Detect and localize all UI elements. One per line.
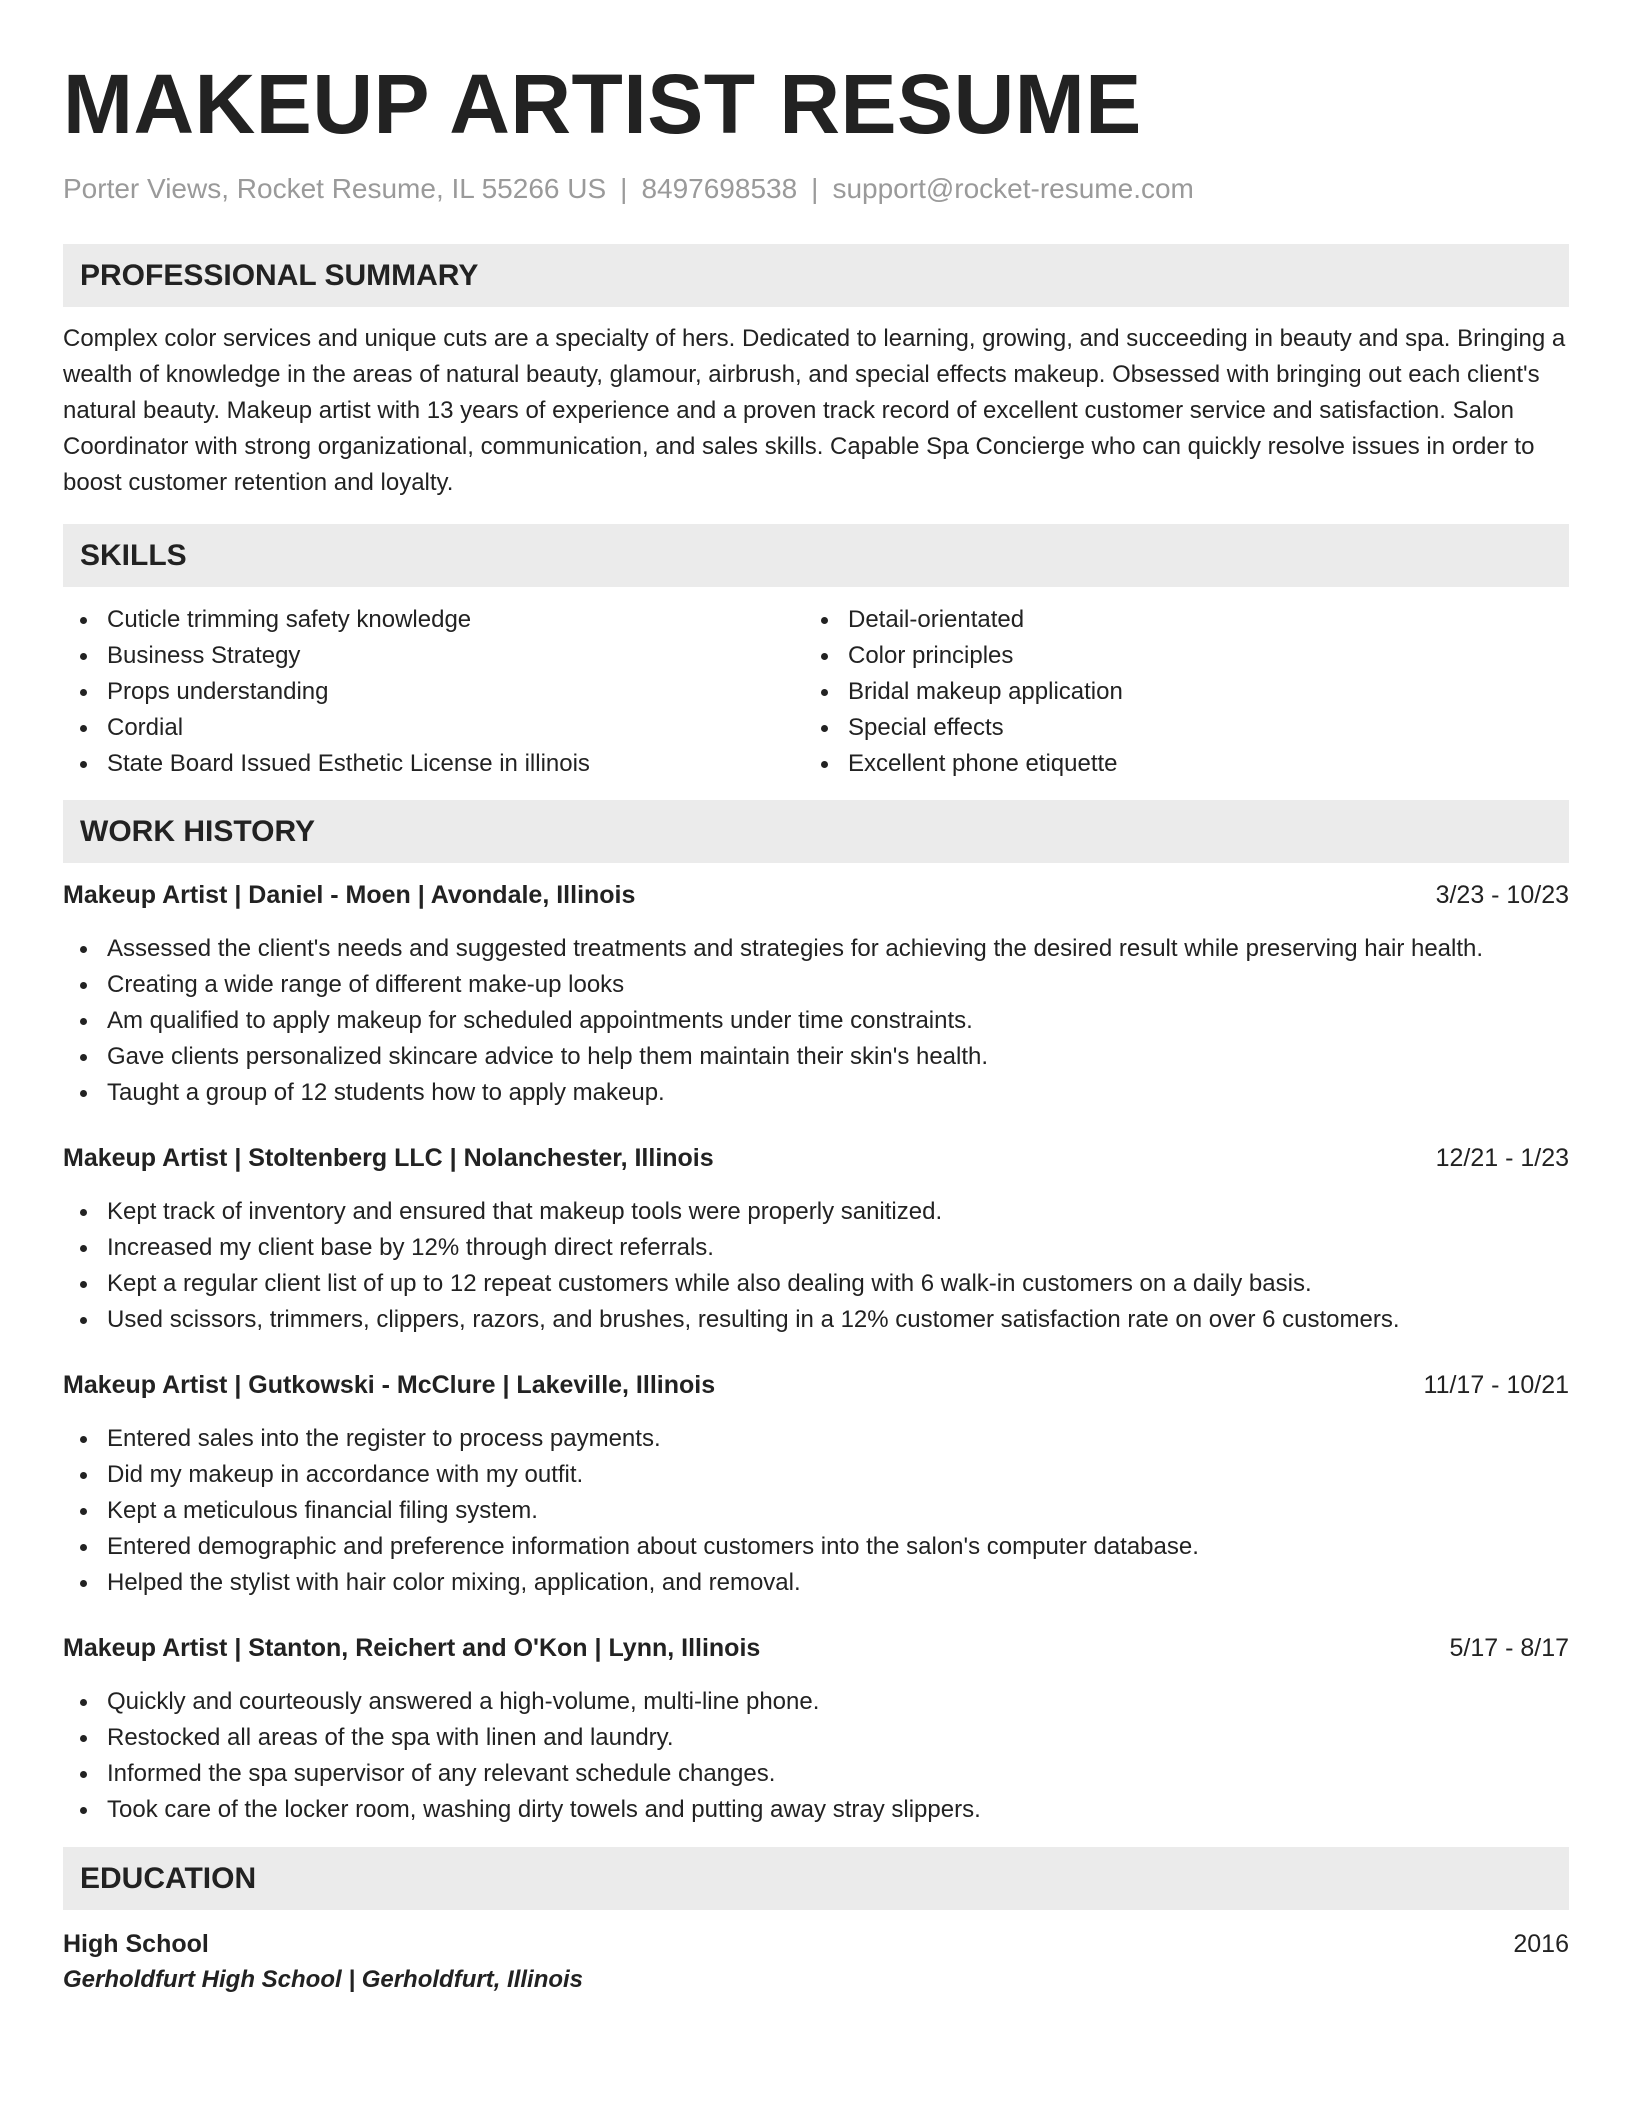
- job-bullet: Am qualified to apply makeup for scheduled appointments under time constraints.: [63, 1003, 1569, 1039]
- job-bullet: Kept track of inventory and ensured that makeup tools were properly sanitized.: [63, 1194, 1569, 1230]
- education-entry: [63, 1926, 1569, 1962]
- job-bullet: Kept a regular client list of up to 12 repeat customers while also dealing with 6 walk-in customers on a daily basis.: [63, 1266, 1569, 1302]
- job-bullets: [63, 1421, 1569, 1601]
- skills-column-right: [804, 602, 1545, 782]
- job-bullet: Creating a wide range of different make-up looks: [63, 967, 1569, 1003]
- job-bullet: Entered sales into the register to process payments.: [63, 1421, 1569, 1457]
- job-dates: 12/21 - 1/23: [1435, 1144, 1569, 1172]
- job-dates: 11/17 - 10/21: [1423, 1371, 1569, 1399]
- education-year: 2016: [1513, 1930, 1569, 1958]
- contact-separator: |: [620, 173, 628, 204]
- job-dates: 5/17 - 8/17: [1449, 1634, 1569, 1662]
- job-header: [63, 1630, 1569, 1666]
- job-dates: 3/23 - 10/23: [1435, 881, 1569, 909]
- job-entry: [63, 1630, 1569, 1828]
- job-bullet: Increased my client base by 12% through direct referrals.: [63, 1230, 1569, 1266]
- skill-item: Business Strategy: [63, 638, 804, 674]
- contact-address: Porter Views, Rocket Resume, IL 55266 US: [63, 173, 607, 204]
- skill-item: Cuticle trimming safety knowledge: [63, 602, 804, 638]
- job-bullets: [63, 1194, 1569, 1338]
- contact-email: support@rocket-resume.com: [832, 173, 1194, 204]
- skill-item: Color principles: [804, 638, 1545, 674]
- job-title: Makeup Artist | Stanton, Reichert and O'Kon | Lynn, Illinois: [63, 1634, 761, 1662]
- section-heading-skills: SKILLS: [63, 524, 1569, 587]
- job-bullet: Restocked all areas of the spa with linen and laundry.: [63, 1720, 1569, 1756]
- job-bullet: Informed the spa supervisor of any relevant schedule changes.: [63, 1756, 1569, 1792]
- skill-item: State Board Issued Esthetic License in illinois: [63, 746, 804, 782]
- contact-separator: |: [811, 173, 819, 204]
- job-header: [63, 1367, 1569, 1403]
- skill-item: Special effects: [804, 710, 1545, 746]
- skills-column-left: [63, 602, 804, 782]
- skill-item: Props understanding: [63, 674, 804, 710]
- job-bullet: Did my makeup in accordance with my outfit.: [63, 1457, 1569, 1493]
- job-entry: [63, 1367, 1569, 1601]
- section-heading-work-history: WORK HISTORY: [63, 800, 1569, 863]
- job-entry: [63, 877, 1569, 1111]
- job-bullets: [63, 931, 1569, 1111]
- education-degree: High School: [63, 1930, 209, 1958]
- job-bullet: Gave clients personalized skincare advice to help them maintain their skin's health.: [63, 1039, 1569, 1075]
- skills-list: [63, 602, 1569, 782]
- summary-text: Complex color services and unique cuts are a specialty of hers. Dedicated to learning, growing, and succeeding in beauty and spa. Bringing a wealth of knowledge in the areas of natural beauty, glamour, airbrush, and special effects makeup. Obsessed with bringing out each client's natural beauty. Makeup artist with 13 years of experience and a proven track record of excellent customer service and satisfaction. Salon Coordinator with strong organizational, communication, and sales skills. Capable Spa Concierge who can quickly resolve issues in order to boost customer retention and loyalty.: [63, 325, 1566, 496]
- skill-item: Detail-orientated: [804, 602, 1545, 638]
- job-title: Makeup Artist | Gutkowski - McClure | Lakeville, Illinois: [63, 1371, 716, 1399]
- section-heading-education: EDUCATION: [63, 1847, 1569, 1910]
- job-title: Makeup Artist | Stoltenberg LLC | Nolanchester, Illinois: [63, 1144, 714, 1172]
- job-bullet: Used scissors, trimmers, clippers, razors, and brushes, resulting in a 12% customer satisfaction rate on over 6 customers.: [63, 1302, 1569, 1338]
- job-bullet: Quickly and courteously answered a high-volume, multi-line phone.: [63, 1684, 1569, 1720]
- job-bullet: Taught a group of 12 students how to apply makeup.: [63, 1075, 1569, 1111]
- resume-title: MAKEUP ARTIST RESUME: [63, 57, 1142, 151]
- job-header: [63, 1140, 1569, 1176]
- job-title: Makeup Artist | Daniel - Moen | Avondale, Illinois: [63, 881, 636, 909]
- job-bullet: Kept a meticulous financial filing system.: [63, 1493, 1569, 1529]
- contact-line: [63, 172, 1569, 206]
- skill-item: Bridal makeup application: [804, 674, 1545, 710]
- job-entry: [63, 1140, 1569, 1338]
- job-bullet: Entered demographic and preference information about customers into the salon's computer database.: [63, 1529, 1569, 1565]
- skill-item: Excellent phone etiquette: [804, 746, 1545, 782]
- section-heading-summary: PROFESSIONAL SUMMARY: [63, 244, 1569, 307]
- job-bullet: Helped the stylist with hair color mixing, application, and removal.: [63, 1565, 1569, 1601]
- job-header: [63, 877, 1569, 913]
- education-school: Gerholdfurt High School | Gerholdfurt, Illinois: [63, 1966, 584, 1993]
- contact-phone: 8497698538: [641, 173, 798, 204]
- job-bullets: [63, 1684, 1569, 1828]
- skill-item: Cordial: [63, 710, 804, 746]
- job-bullet: Assessed the client's needs and suggested treatments and strategies for achieving the desired result while preserving hair health.: [63, 931, 1569, 967]
- job-bullet: Took care of the locker room, washing dirty towels and putting away stray slippers.: [63, 1792, 1569, 1828]
